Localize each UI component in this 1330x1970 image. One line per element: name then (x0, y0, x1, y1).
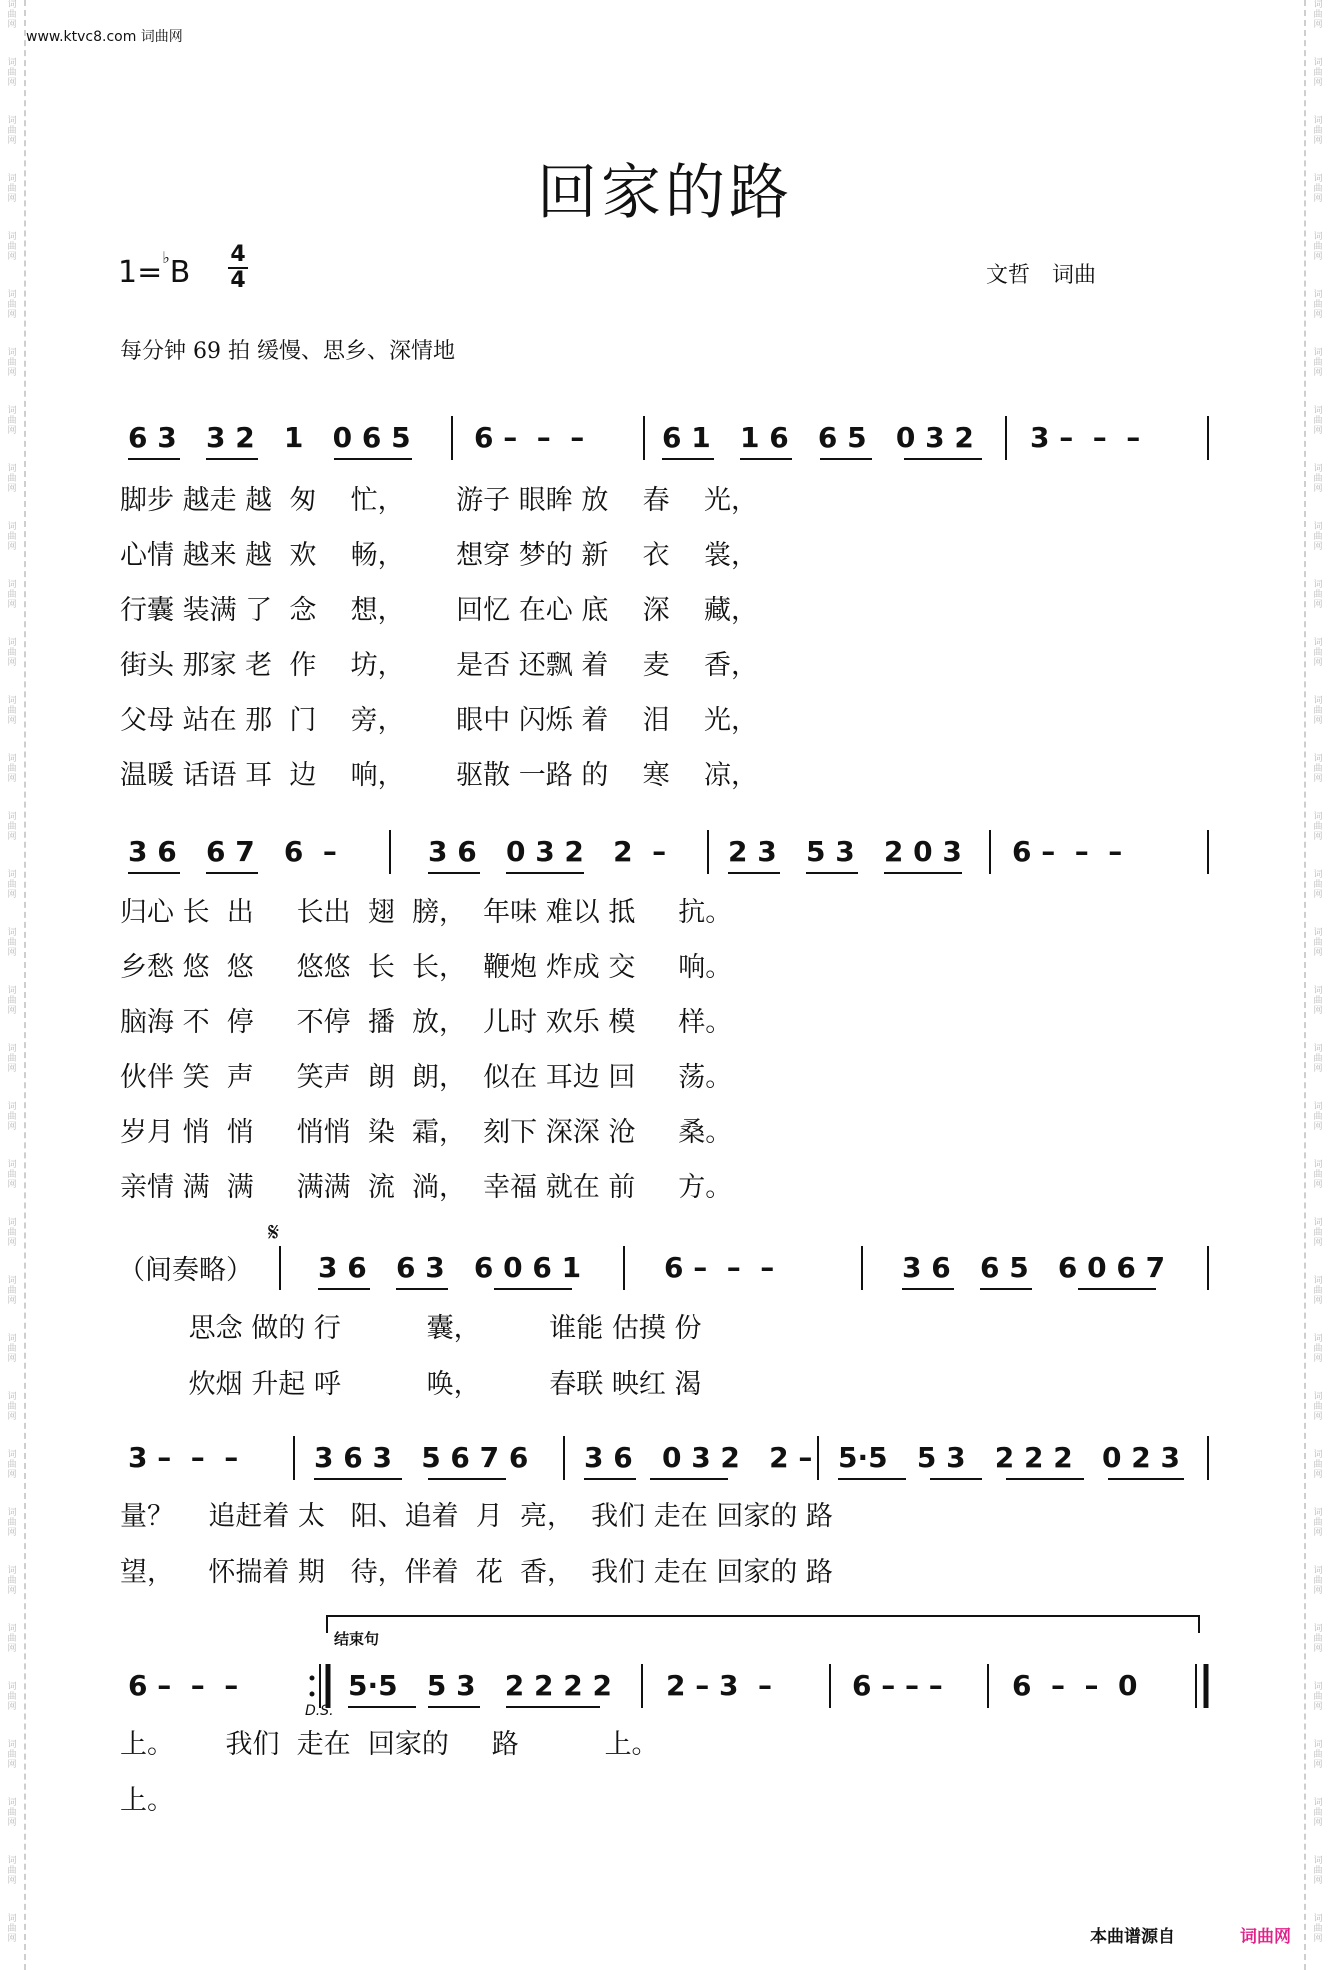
lyric-line: 归心 长 出 长出 翅 膀， 年味 难以 抵 抗。 (120, 897, 733, 928)
watermark-text: 词 曲 网 (1313, 1276, 1323, 1306)
measure: 3 6 0 3 2 2 – (428, 835, 667, 868)
ds-mark: D.S. (305, 1703, 334, 1719)
watermark-text: 词 曲 网 (1313, 580, 1323, 610)
watermark-text: 词 曲 网 (7, 1102, 17, 1132)
watermark-text: 词 曲 网 (1313, 1508, 1323, 1538)
beat-underline (650, 1478, 728, 1480)
beat-underline (428, 872, 480, 874)
lyric-line: 上。 我们 走在 回家的 路 上。 (120, 1729, 659, 1760)
lyric-line: 心情 越来 越 欢 畅， 想穿 梦的 新 衣 裳， (120, 540, 758, 571)
watermark-text: 词 曲 网 (7, 870, 17, 900)
time-signature: 4 4 (228, 243, 248, 293)
beat-underline (1006, 1478, 1084, 1480)
beat-underline (902, 1288, 954, 1290)
beat-underline (884, 872, 962, 874)
beat-underline (506, 872, 584, 874)
beat-underline (206, 458, 258, 460)
measure: 3 – – – (1030, 421, 1141, 454)
measure: 2 3 5 3 2 0 3 (728, 835, 962, 868)
composer-credit: 文哲 词曲 (986, 263, 1097, 288)
watermark-text: 词 曲 网 (7, 1392, 17, 1422)
watermark-text: 词 曲 网 (1313, 754, 1323, 784)
beat-underline (904, 458, 982, 460)
measure: 6 – – – (474, 421, 585, 454)
watermark-text: 词 曲 网 (1313, 1044, 1323, 1074)
measure: 3 – – – (128, 1441, 239, 1474)
watermark-text: 词 曲 网 (7, 1218, 17, 1248)
beat-underline (494, 1288, 572, 1290)
lyric-line: 脑海 不 停 不停 播 放， 儿时 欢乐 模 样。 (120, 1007, 733, 1038)
lyric-line: 岁月 悄 悄 悄悄 染 霜， 刻下 深深 沧 桑。 (120, 1117, 733, 1148)
beat-underline (206, 872, 258, 874)
measure: 6 – – – (664, 1251, 775, 1284)
beat-underline (820, 458, 872, 460)
watermark-text: 词 曲 网 (7, 348, 17, 378)
lyric-line: 行囊 装满 了 念 想， 回忆 在心 底 深 藏， (120, 595, 758, 626)
watermark-text: 词 曲 网 (7, 116, 17, 146)
beat-underline (334, 458, 412, 460)
measure: 3 6 6 7 6 – (128, 835, 337, 868)
watermark-text: 词 曲 网 (7, 580, 17, 610)
watermark-text: 词 曲 网 (1313, 0, 1323, 30)
watermark-text: 词 曲 网 (7, 58, 17, 88)
lyric-line: 父母 站在 那 门 旁， 眼中 闪烁 着 泪 光， (120, 705, 758, 736)
song-title: 回家的路 (537, 158, 793, 228)
measure: 6 – – 0 (1012, 1669, 1138, 1702)
watermark-text: 词 曲 网 (1313, 1392, 1323, 1422)
beat-underline (428, 1706, 480, 1708)
beat-underline (930, 1478, 982, 1480)
measure: 6 – – – (852, 1669, 943, 1702)
watermark-text: 词 曲 网 (1313, 1218, 1323, 1248)
beat-underline (838, 1478, 906, 1480)
watermark-text: 词 曲 网 (7, 1856, 17, 1886)
lyric-line: 思念 做的 行 囊， 谁能 估摸 份 (120, 1313, 702, 1344)
measure: 3 6 3 5 6 7 6 (314, 1441, 529, 1474)
watermark-text: 词 曲 网 (1313, 232, 1323, 262)
measure: 3 6 6 5 6 0 6 7 (902, 1251, 1166, 1284)
lyric-line: 上。 (120, 1785, 174, 1816)
footer-source-label: 本曲谱源自 (1090, 1927, 1175, 1947)
watermark-text: 词 曲 网 (1313, 928, 1323, 958)
watermark-text: 词 曲 网 (1313, 522, 1323, 552)
beat-underline (662, 458, 714, 460)
watermark-text: 词 曲 网 (7, 1276, 17, 1306)
watermark-text: 词 曲 网 (7, 986, 17, 1016)
beat-underline (128, 458, 180, 460)
watermark-text: 词 曲 网 (7, 1160, 17, 1190)
beat-underline (128, 872, 180, 874)
watermark-text: 词 曲 网 (7, 1450, 17, 1480)
beat-underline (314, 1478, 402, 1480)
measure: 3 6 0 3 2 2 – (584, 1441, 813, 1474)
watermark-text: 词 曲 网 (7, 754, 17, 784)
watermark-text: 词 曲 网 (7, 1624, 17, 1654)
watermark-text: 词 曲 网 (7, 290, 17, 320)
lyric-line: 亲情 满 满 满满 流 淌， 幸福 就在 前 方。 (120, 1172, 733, 1203)
ending-bracket (326, 1615, 1200, 1633)
watermark-text: 词 曲 网 (1313, 290, 1323, 320)
watermark-text: 词 曲 网 (1313, 1682, 1323, 1712)
measure: 3 6 6 3 6 0 6 1 (318, 1251, 582, 1284)
watermark-text: 词 曲 网 (7, 464, 17, 494)
watermark-text: 词 曲 网 (7, 232, 17, 262)
watermark-text: 词 曲 网 (1313, 1856, 1323, 1886)
segno-sign: 𝄋 (268, 1218, 280, 1248)
measure: 6 3 3 2 1 0 6 5 (128, 421, 411, 454)
watermark-text: 词 曲 网 (1313, 1102, 1323, 1132)
lyric-line: 乡愁 悠 悠 悠悠 长 长， 鞭炮 炸成 交 响。 (120, 952, 733, 983)
watermark-text: 词 曲 网 (7, 406, 17, 436)
watermark-text: 词 曲 网 (7, 1682, 17, 1712)
beat-underline (980, 1288, 1032, 1290)
watermark-text: 词 曲 网 (7, 696, 17, 726)
lyric-line: 炊烟 升起 呼 唤， 春联 映红 渴 (120, 1369, 702, 1400)
watermark-text: 词 曲 网 (7, 638, 17, 668)
lyric-line: 望， 怀揣着 期 待，伴着 花 香， 我们 走在 回家的 路 (120, 1557, 833, 1588)
watermark-text: 词 曲 网 (7, 928, 17, 958)
tempo-marking: 每分钟 69 拍 缓慢、思乡、深情地 (120, 339, 455, 364)
beat-underline (1078, 1288, 1156, 1290)
lyric-line: 街头 那家 老 作 坊， 是否 还飘 着 麦 香， (120, 650, 758, 681)
watermark-text: 词 曲 网 (7, 1798, 17, 1828)
beat-underline (348, 1706, 416, 1708)
beat-underline (584, 1478, 636, 1480)
watermark-text: 词 曲 网 (1313, 1334, 1323, 1364)
measure: 6 – – – (1012, 835, 1123, 868)
measure: 2 – 3 – (666, 1669, 772, 1702)
watermark-text: 词 曲 网 (1313, 1566, 1323, 1596)
lyric-line: 脚步 越走 越 匆 忙， 游子 眼眸 放 春 光， (120, 485, 758, 516)
watermark-text: 词 曲 网 (1313, 986, 1323, 1016)
watermark-text: 词 曲 网 (7, 522, 17, 552)
measure: 5·5 5 3 2 2 2 0 2 3 (838, 1441, 1180, 1474)
beat-underline (740, 458, 792, 460)
watermark-text: 词 曲 网 (1313, 1914, 1323, 1944)
watermark-text: 词 曲 网 (7, 1044, 17, 1074)
watermark-text: 词 曲 网 (7, 812, 17, 842)
watermark-text: 词 曲 网 (7, 174, 17, 204)
watermark-text: 词 曲 网 (7, 1508, 17, 1538)
watermark-text: 词 曲 网 (1313, 406, 1323, 436)
watermark-text: 词 曲 网 (7, 1566, 17, 1596)
watermark-text: 词 曲 网 (1313, 116, 1323, 146)
measure: 5·5 5 3 2 2 2 2 (348, 1669, 612, 1702)
beat-underline (1108, 1478, 1184, 1480)
watermark-text: 词 曲 网 (7, 1914, 17, 1944)
watermark-text: 词 曲 网 (1313, 696, 1323, 726)
watermark-text: 词 曲 网 (7, 1334, 17, 1364)
watermark-text: 词 曲 网 (1313, 1160, 1323, 1190)
beat-underline (396, 1288, 448, 1290)
measure: 6 1 1 6 6 5 0 3 2 (662, 421, 974, 454)
watermark-text: 词 曲 网 (1313, 58, 1323, 88)
lyric-line: 温暖 话语 耳 边 响， 驱散 一路 的 寒 凉， (120, 760, 758, 791)
watermark-text: 词 曲 网 (7, 0, 17, 30)
interlude-note: （间奏略） (118, 1255, 253, 1286)
watermark-text: 词 曲 网 (1313, 1798, 1323, 1828)
watermark-text: 词 曲 网 (1313, 348, 1323, 378)
watermark-text: 词 曲 网 (1313, 1450, 1323, 1480)
measure: 6 – – – (128, 1669, 239, 1702)
watermark-text: 词 曲 网 (1313, 1740, 1323, 1770)
lyric-line: 量？ 追赶着 太 阳、追着 月 亮， 我们 走在 回家的 路 (120, 1501, 833, 1532)
watermark-text: 词 曲 网 (1313, 464, 1323, 494)
watermark-text: 词 曲 网 (1313, 174, 1323, 204)
watermark-text: 词 曲 网 (1313, 638, 1323, 668)
watermark-text: 词 曲 网 (1313, 870, 1323, 900)
beat-underline (806, 872, 858, 874)
footer-brand-link[interactable]: 词曲网 (1240, 1927, 1291, 1947)
watermark-text: 词 曲 网 (7, 1740, 17, 1770)
ending-label: 结束句 (334, 1630, 380, 1648)
beat-underline (506, 1706, 600, 1708)
watermark-text: 词 曲 网 (1313, 812, 1323, 842)
beat-underline (318, 1288, 370, 1290)
source-url: www.ktvc8.com 词曲网 (26, 29, 183, 45)
beat-underline (728, 872, 780, 874)
beat-underline (428, 1478, 506, 1480)
key-signature: 1=♭B (118, 248, 191, 290)
watermark-text: 词 曲 网 (1313, 1624, 1323, 1654)
lyric-line: 伙伴 笑 声 笑声 朗 朗， 似在 耳边 回 荡。 (120, 1062, 733, 1093)
